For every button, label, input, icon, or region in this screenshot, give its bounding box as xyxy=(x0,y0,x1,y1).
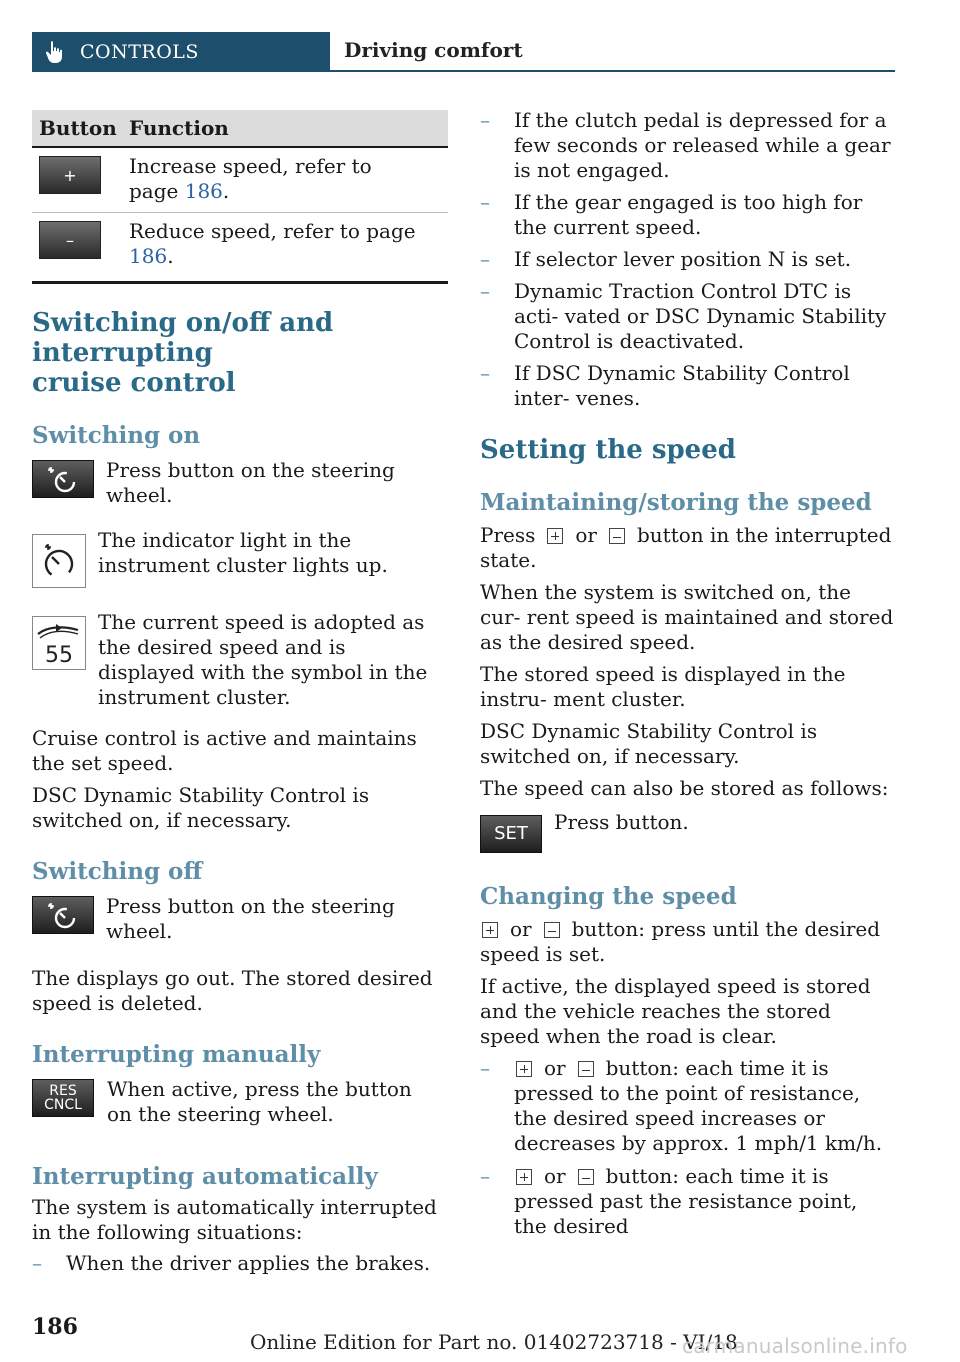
if-active-text: If active, the displayed speed is stored and the vehicle reaches the stored speed when the road is clear. xyxy=(480,974,871,1048)
edition-text: Online Edition for Part no. 01402723718 - VI/18 xyxy=(250,1330,738,1354)
switch-off-text: Press button on the steering wheel. xyxy=(106,894,395,943)
changing-text: or button: press until the desired speed is set. xyxy=(480,917,881,966)
plus-symbol-icon xyxy=(516,1169,532,1185)
list-item: – If selector lever position N is set. xyxy=(480,247,852,271)
function-text: Reduce speed, refer to page 186. xyxy=(122,213,448,283)
adopted-speed-row xyxy=(32,610,448,710)
button-function-table xyxy=(32,110,448,284)
right-column xyxy=(480,108,896,1239)
heading-switching-on: Switching on xyxy=(32,422,201,449)
table-header-button: Button xyxy=(32,110,122,147)
page-ref-link[interactable]: 186 xyxy=(184,179,223,203)
press-text: Press or button in the interrupted state. xyxy=(480,523,892,572)
indicator-text: The indicator light in the instrument cluster lights up. xyxy=(98,528,388,577)
heading-interrupting-manually: Interrupting manually xyxy=(32,1041,321,1068)
speed-digits: 55 xyxy=(45,643,73,668)
heading-changing-speed: Changing the speed xyxy=(480,883,737,910)
interrupt-conditions-list xyxy=(480,108,896,411)
res-cncl-button-icon: RES CNCL xyxy=(32,1079,94,1117)
also-text: The speed can also be stored as follows: xyxy=(480,776,889,800)
manual-row xyxy=(32,1079,448,1127)
set-speed-icon xyxy=(32,616,86,670)
switch-off-row xyxy=(32,896,448,944)
stored-text: The stored speed is displayed in the instru‐ ment cluster. xyxy=(480,662,846,711)
left-column xyxy=(32,110,448,1276)
heading-switching-cruise: Switching on/off and interrupting cruise control xyxy=(32,308,334,398)
active-text: Cruise control is active and maintains the set speed. xyxy=(32,726,417,775)
page-title: Driving comfort xyxy=(344,38,523,62)
minus-button-icon: – xyxy=(39,221,101,259)
switch-on-text: Press button on the steering wheel. xyxy=(106,458,395,507)
cruise-control-button-icon xyxy=(32,460,94,498)
section-label: CONTROLS xyxy=(80,41,199,63)
heading-interrupting-automatically: Interrupting automatically xyxy=(32,1163,378,1190)
speedometer-icon xyxy=(43,464,83,494)
hand-pointer-icon xyxy=(44,40,66,64)
function-text: Increase speed, refer to page 186. xyxy=(122,147,448,213)
watermark: carmanualsonline.info xyxy=(682,1334,908,1358)
press-button-text: Press button. xyxy=(554,810,689,834)
table-header-function: Function xyxy=(122,110,448,147)
plus-symbol-icon xyxy=(516,1061,532,1077)
when-on-text: When the system is switched on, the cur‐ rent speed is maintained and stored as the desired speed. xyxy=(480,580,894,654)
table-row xyxy=(32,147,448,213)
minus-symbol-icon xyxy=(609,528,625,544)
list-item: – or button: each time it is pressed past the resistance point, the desired xyxy=(480,1164,858,1238)
indicator-row xyxy=(32,528,448,588)
heading-setting-speed: Setting the speed xyxy=(480,435,736,465)
plus-symbol-icon xyxy=(482,922,498,938)
minus-symbol-icon xyxy=(578,1061,594,1077)
minus-symbol-icon xyxy=(578,1169,594,1185)
page-number: 186 xyxy=(32,1314,78,1340)
manual-text: When active, press the button on the steering wheel. xyxy=(107,1077,412,1126)
displays-text: The displays go out. The stored desired speed is deleted. xyxy=(32,966,433,1015)
speedometer-icon xyxy=(43,900,83,930)
switch-on-row xyxy=(32,460,448,508)
auto-text: The system is automatically interrupted in the following situations: xyxy=(32,1195,437,1244)
table-row xyxy=(32,213,448,283)
cruise-control-button-icon xyxy=(32,896,94,934)
changing-list xyxy=(480,1056,896,1239)
section-tab xyxy=(32,32,330,72)
list-item: – If the clutch pedal is depressed for a few seconds or released while a gear is not engaged. xyxy=(480,108,891,182)
list-item: – If the gear engaged is too high for the current speed. xyxy=(480,190,863,239)
heading-switching-off: Switching off xyxy=(32,858,203,885)
adopted-text: The current speed is adopted as the desired speed and is displayed with the symbol in the instrument cluster. xyxy=(98,610,428,709)
minus-symbol-icon xyxy=(544,922,560,938)
heading-maintaining: Maintaining/storing the speed xyxy=(480,489,872,516)
list-item: – Dynamic Traction Control DTC is acti‐ vated or DSC Dynamic Stability Control is deactivated. xyxy=(480,279,887,353)
list-item: – or button: each time it is pressed to the point of resistance, the desired speed increases or decreases by approx. 1 mph/1 km/h. xyxy=(480,1056,883,1155)
dsc-text: DSC Dynamic Stability Control is switched on, if necessary. xyxy=(480,719,818,768)
set-row xyxy=(480,810,896,853)
page-ref-link[interactable]: 186 xyxy=(129,244,168,268)
plus-button-icon: + xyxy=(39,156,101,194)
header-rule xyxy=(330,70,895,72)
auto-list xyxy=(32,1251,448,1276)
list-item: – When the driver applies the brakes. xyxy=(32,1251,431,1275)
list-item: – If DSC Dynamic Stability Control inter‐ venes. xyxy=(480,361,850,410)
plus-symbol-icon xyxy=(547,528,563,544)
dsc-text: DSC Dynamic Stability Control is switched on, if necessary. xyxy=(32,783,370,832)
indicator-light-icon xyxy=(32,534,86,588)
page-header xyxy=(32,32,895,72)
set-button-icon: SET xyxy=(480,815,542,853)
